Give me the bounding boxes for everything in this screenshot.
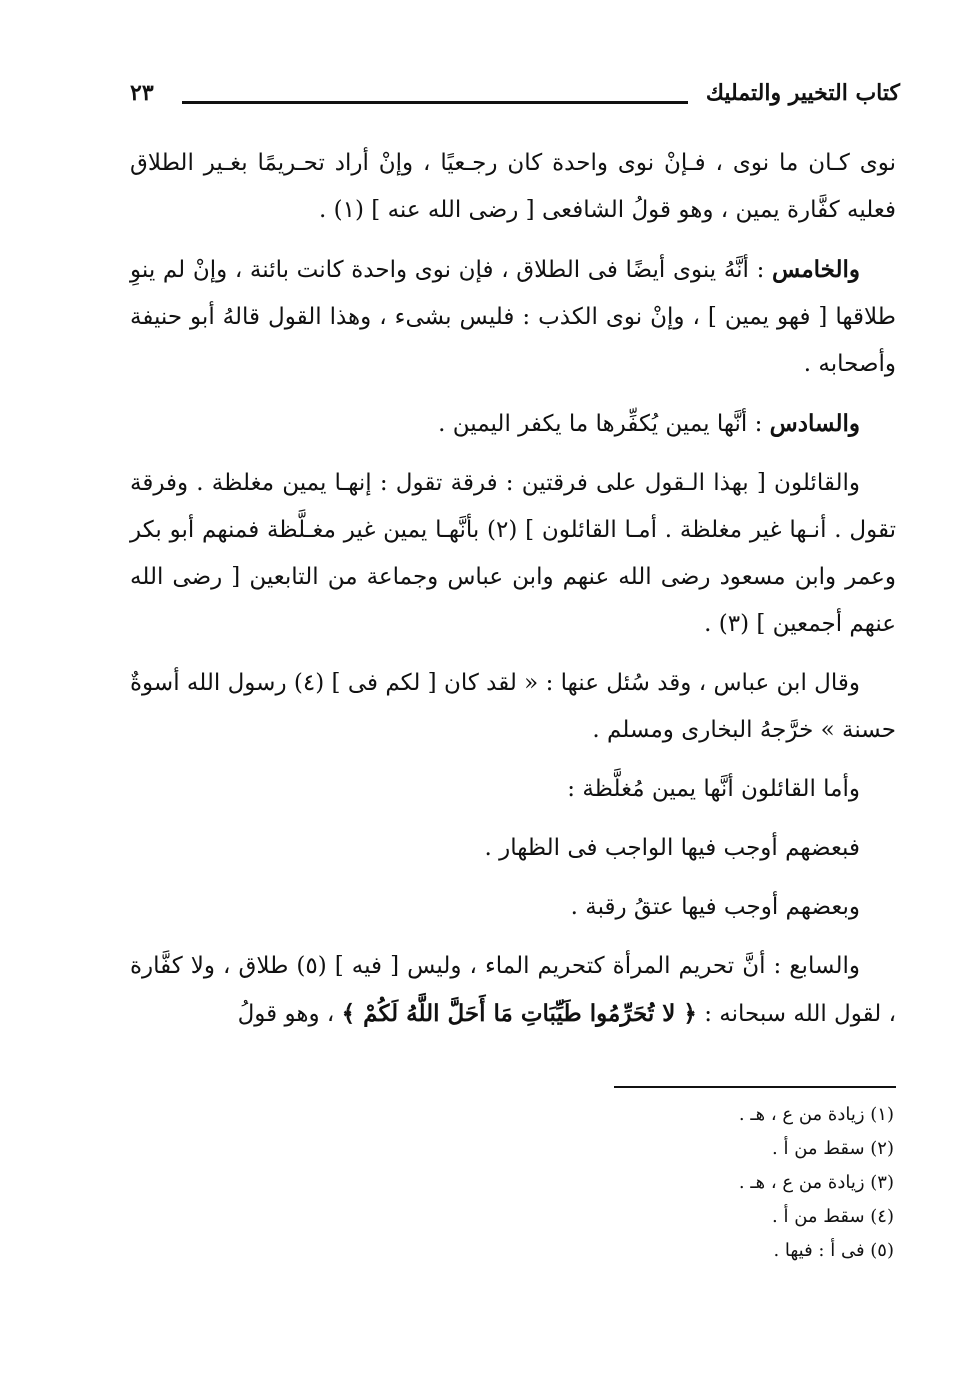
paragraph-seventh-opinion [130,943,896,1038]
paragraph-sixth-opinion [130,400,896,448]
quran-verse: ﴿ لا تُحَرِّمُوا طَيِّبَاتِ مَا أَحَلَّ اللَّهُ لَكُمْ ﴾ [341,1000,697,1027]
seventh-opinion-text: والسابع : أنَّ تحريم المرأة كتحريم الماء ، وليس [ فيه ] (٥) طلاق ، ولا كفَّارة ، لقول الله سبحانه : [130,953,896,1027]
fifth-opinion-lead: والخامس [772,256,861,283]
paragraph-some-raqaba: وبعضهم أوجب فيها عتقُ رقبة . [570,894,860,920]
footnote-1: (١) زيادة من ع ، هـ . [738,1104,894,1125]
footnote-4: (٤) سقط من أ . [772,1206,894,1227]
footnote-5: (٥) فى أ : فيها . [773,1240,894,1261]
sixth-opinion-lead: والسادس [769,410,860,437]
header-rule [182,101,688,104]
fifth-opinion-text: : أنَّهُ ينوى أيضًا فى الطلاق ، فإن نوى واحدة كانت بائنة ، وإنْ لم ينوِ طلاقها [ فهو يمين ] ، وإنْ نوى الكذب : فليس بشىء ، وهذا القول قالهُ أبو حنيفة وأصحابه . [130,257,896,377]
page-number: ٢٣ [130,80,154,106]
main-text [130,140,896,1038]
footnote-3: (٣) زيادة من ع ، هـ . [738,1172,894,1193]
footnotes [394,1098,894,1268]
paragraph-sayers: والقائلون [ بهذا الـقول على فرقتين : فرقة تقول : إنهـا يمين مغلظة . وفرقة تقول . أنـها غير مغلظة . أمـا القائلون ] (٢) بأنَّهـا يمين غير مغـلَّظة فمنهم أبو بكر وعمر وابن مسعود رضى الله عنهم وابن عباس وجماعة من التابعين [ رضى الله عنهم أجمعين ] (٣) . [130,470,896,637]
paragraph-continuation: نوى كـان ما نوى ، فـإنْ نوى واحدة كان رجـعيًا ، وإنْ أراد تحـريمًا بغـير الطلاق فعليه كفَّارة يمين ، وهو قولُ الشافعى [ رضى الله عنه ] (١) . [130,150,896,223]
running-title: كتاب التخيير والتمليك [705,80,900,106]
paragraph-some-zihar: فبعضهم أوجب فيها الواجب فى الظهار . [484,835,860,861]
footnote-separator [614,1086,896,1088]
page-header [120,80,900,124]
sixth-opinion-text: : أنَّها يمين يُكفِّرها ما يكفر اليمين . [438,411,763,437]
paragraph-ibn-abbas: وقال ابن عباس ، وقد سُئل عنها : « لقد كان [ لكم فى ] (٤) رسول الله أسوةٌ حسنة » خرَّجهُ البخارى ومسلم . [130,670,896,743]
footnote-2: (٢) سقط من أ . [772,1138,894,1159]
paragraph-fifth-opinion [130,246,896,388]
seventh-opinion-tail: ، وهو قولُ [237,1001,335,1027]
paragraph-mughallaza: وأما القائلون أنَّها يمين مُغلَّظة : [567,776,860,802]
